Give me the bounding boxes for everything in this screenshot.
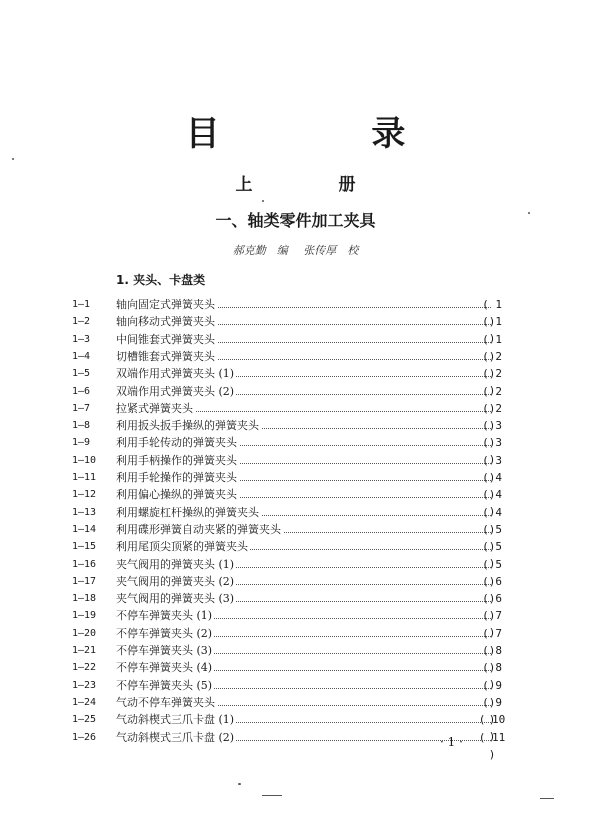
toc-entry <box>0 729 591 746</box>
entry-number: 1—18 <box>72 593 97 605</box>
toc-entry <box>0 400 591 417</box>
toc-entry <box>0 590 591 607</box>
entry-page: ( 2 ) <box>476 400 508 434</box>
entry-number: 1—14 <box>72 523 97 535</box>
entry-title: 利用手轮操作的弹簧夹头 <box>116 471 237 484</box>
toc-entry <box>0 625 591 642</box>
entry-page: ( 7 ) <box>476 625 508 659</box>
toc-entry <box>0 607 591 624</box>
entry-page: ( 8 ) <box>476 642 508 676</box>
toc-entry <box>0 573 591 590</box>
scan-speck <box>12 158 14 160</box>
entry-title: 不停车弹簧夹头 (5) <box>116 678 213 692</box>
toc-entry <box>0 313 591 330</box>
entry-number: 1—5 <box>72 368 91 380</box>
entry-title: 不停车弹簧夹头 (1) <box>116 609 213 623</box>
entry-number: 1—23 <box>72 679 97 691</box>
volume-title: 上 册 <box>235 175 396 195</box>
toc-entry <box>0 452 591 469</box>
entry-number: 1—16 <box>72 558 97 570</box>
toc-entry <box>0 694 591 711</box>
entry-title: 气动斜楔式三爪卡盘 (2) <box>116 730 235 744</box>
entry-page: ( 10 ) <box>476 711 508 745</box>
page-title: 目 录 <box>185 114 476 154</box>
entry-page: ( 8 ) <box>476 659 508 693</box>
entry-number: 1—22 <box>72 662 97 674</box>
entry-title: 夹气阀用的弹簧夹头 (1) <box>116 557 235 571</box>
entry-title: 利用偏心操纵的弹簧夹头 <box>116 488 237 502</box>
entry-page: ( 1 ) <box>476 313 508 347</box>
scan-speck <box>262 200 264 202</box>
footer-page-number: · 1 · <box>440 735 463 749</box>
entry-number: 1—2 <box>72 316 91 328</box>
scan-speck <box>528 212 530 214</box>
entry-page: ( 3 ) <box>476 452 508 486</box>
section-title: 1. 夹头、卡盘类 <box>116 273 206 287</box>
entry-page: ( 11 ) <box>476 729 508 763</box>
toc-entry <box>0 417 591 434</box>
toc-entry <box>0 659 591 676</box>
toc-entry <box>0 434 591 451</box>
entry-number: 1—13 <box>72 506 97 518</box>
entry-title: 双端作用式弹簧夹头 (2) <box>116 384 235 398</box>
entry-title: 利用手柄操作的弹簧夹头 <box>116 453 237 467</box>
entry-number: 1—6 <box>72 385 91 397</box>
credits <box>0 243 591 259</box>
entry-number: 1—8 <box>72 420 91 432</box>
entry-title: 拉紧式弹簧夹头 <box>116 401 193 415</box>
entry-page: ( 3 ) <box>476 434 508 468</box>
editor-credit: 郝克勤 编 <box>232 244 288 257</box>
entry-title: 气动斜楔式三爪卡盘 (1) <box>116 713 235 727</box>
toc-entry <box>0 383 591 400</box>
entry-title: 利用螺旋杠杆操纵的弹簧夹头 <box>116 505 259 519</box>
entry-title: 双端作用式弹簧夹头 (1) <box>116 367 235 381</box>
entry-page: ( 9 ) <box>476 694 508 728</box>
entry-page: ( 1 ) <box>476 296 508 330</box>
entry-page: ( 2 ) <box>476 348 508 382</box>
entry-number: 1—4 <box>72 350 91 362</box>
entry-title: 利用扳头扳手操纵的弹簧夹头 <box>116 419 259 433</box>
entry-number: 1—10 <box>72 454 97 466</box>
entry-page: ( 9 ) <box>476 677 508 711</box>
toc-entry <box>0 521 591 538</box>
entry-number: 1—9 <box>72 437 91 449</box>
scan-speck <box>540 798 554 799</box>
entry-title: 轴向移动式弹簧夹头 <box>116 315 215 329</box>
toc-entry <box>0 642 591 659</box>
entry-page: ( 2 ) <box>476 365 508 399</box>
entry-number: 1—20 <box>72 627 97 639</box>
entry-page: ( 2 ) <box>476 383 508 417</box>
entry-page: ( 5 ) <box>476 538 508 572</box>
entry-number: 1—3 <box>72 333 91 345</box>
entry-number: 1—15 <box>72 541 97 553</box>
entry-title: 不停车弹簧夹头 (3) <box>116 644 213 657</box>
entry-page: ( 4 ) <box>476 486 508 520</box>
toc-entry <box>0 504 591 521</box>
toc-entry <box>0 348 591 365</box>
entry-page: ( 1 ) <box>476 331 508 365</box>
entry-page: ( 3 ) <box>476 417 508 451</box>
toc-entry <box>0 486 591 503</box>
entry-page: ( 4 ) <box>476 504 508 538</box>
entry-title: 利用碟形弹簧自动夹紧的弹簧夹头 <box>116 522 281 536</box>
entry-title: 夹气阀用的弹簧夹头 (2) <box>116 574 235 588</box>
entry-number: 1—7 <box>72 402 91 414</box>
entry-number: 1—26 <box>72 731 97 743</box>
entry-page: ( 4 ) <box>476 469 508 503</box>
entry-title: 不停车弹簧夹头 (2) <box>116 626 213 640</box>
toc-entry <box>0 538 591 555</box>
entry-number: 1—24 <box>72 696 97 708</box>
entry-title: 夹气阀用的弹簧夹头 (3) <box>116 592 235 606</box>
scan-speck <box>262 795 282 796</box>
entry-title: 气动不停车弹簧夹头 <box>116 695 215 709</box>
part-title: 一、轴类零件加工夹具 <box>215 211 376 230</box>
entry-number: 1—21 <box>72 645 97 656</box>
entry-number: 1—1 <box>72 299 91 310</box>
entry-title: 利用手轮传动的弹簧夹头 <box>116 436 237 450</box>
toc-entry <box>0 296 591 313</box>
toc-entry <box>0 331 591 348</box>
entry-number: 1—19 <box>72 610 97 622</box>
entry-page: ( 7 ) <box>476 607 508 641</box>
entry-title: 轴向固定式弹簧夹头 <box>116 298 215 311</box>
entry-number: 1—17 <box>72 575 97 587</box>
entry-number: 1—12 <box>72 489 97 501</box>
entry-page: ( 5 ) <box>476 556 508 590</box>
toc-entry <box>0 365 591 382</box>
toc-entry <box>0 711 591 728</box>
scan-speck <box>238 783 241 785</box>
entry-page: ( 6 ) <box>476 573 508 607</box>
entry-number: 1—11 <box>72 472 97 483</box>
entry-page: ( 5 ) <box>476 521 508 555</box>
entry-number: 1—25 <box>72 714 97 726</box>
entry-title: 不停车弹簧夹头 (4) <box>116 661 213 675</box>
entry-page: ( 6 ) <box>476 590 508 624</box>
entry-title: 中间锥套式弹簧夹头 <box>116 332 215 346</box>
entry-title: 利用尾顶尖顶紧的弹簧夹头 <box>116 540 248 554</box>
toc-entry <box>0 556 591 573</box>
entry-title: 切槽锥套式弹簧夹头 <box>116 349 215 363</box>
toc-entry <box>0 677 591 694</box>
toc-entry <box>0 469 591 486</box>
reviewer-credit: 张传厚 校 <box>303 244 359 257</box>
